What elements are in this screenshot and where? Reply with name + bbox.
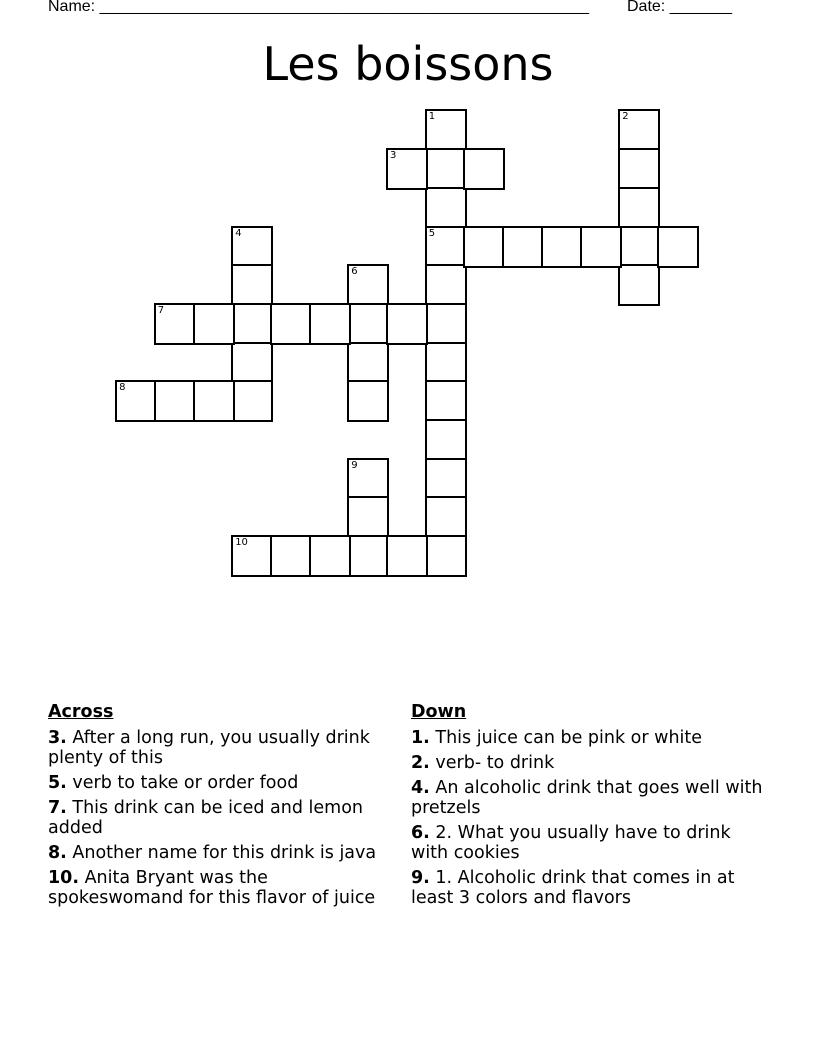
- crossword-cell[interactable]: [347, 496, 389, 538]
- across-heading: Across: [48, 702, 114, 722]
- crossword-cell[interactable]: [618, 148, 660, 190]
- clue-number-label: 7: [157, 304, 165, 316]
- crossword-cell[interactable]: [347, 535, 389, 577]
- clue-number: 10.: [48, 868, 80, 888]
- clue-text: This drink can be iced and lemon added: [48, 798, 363, 838]
- clue-text: verb to take or order food: [66, 773, 299, 793]
- crossword-cell[interactable]: [386, 303, 428, 345]
- down-clue: [411, 823, 771, 863]
- crossword-cell[interactable]: [618, 264, 660, 306]
- page-title: Les boissons: [262, 37, 554, 91]
- down-clue: [411, 728, 771, 748]
- crossword-cell[interactable]: [463, 148, 505, 190]
- clue-number: 3.: [48, 728, 67, 748]
- crossword-cell[interactable]: [618, 226, 660, 268]
- down-clues: [411, 702, 771, 913]
- crossword-cell[interactable]: [347, 380, 389, 422]
- crossword-cell[interactable]: [618, 109, 660, 151]
- across-clue: [48, 728, 408, 768]
- clue-number: 7.: [48, 798, 67, 818]
- crossword-cell[interactable]: [115, 380, 157, 422]
- crossword-cell[interactable]: [231, 264, 273, 306]
- crossword-cell[interactable]: [580, 226, 622, 268]
- clue-number-label: 5: [428, 227, 436, 239]
- clue-number-label: 6: [351, 266, 358, 278]
- crossword-cell[interactable]: [386, 148, 428, 190]
- crossword-cell[interactable]: [309, 303, 351, 345]
- crossword-cell[interactable]: [425, 109, 467, 151]
- clue-text: 1. Alcoholic drink that comes in at least 3 colors and flavors: [411, 868, 735, 908]
- crossword-cell[interactable]: [386, 535, 428, 577]
- clue-text: verb- to drink: [429, 753, 555, 773]
- crossword-cell[interactable]: [618, 187, 660, 229]
- across-clue: [48, 773, 408, 793]
- clue-text: An alcoholic drink that goes well with pretzels: [411, 778, 763, 818]
- crossword-cell[interactable]: [425, 226, 467, 268]
- down-heading: Down: [411, 702, 467, 722]
- crossword-cell[interactable]: [347, 458, 389, 500]
- crossword-cell[interactable]: [425, 458, 467, 500]
- crossword-cell[interactable]: [425, 419, 467, 461]
- crossword-cell[interactable]: [425, 380, 467, 422]
- clue-number: 2.: [411, 753, 430, 773]
- crossword-cell[interactable]: [425, 264, 467, 306]
- crossword-cell[interactable]: [425, 535, 467, 577]
- across-clues: [48, 702, 408, 913]
- crossword-cell[interactable]: [270, 535, 312, 577]
- clue-number: 8.: [48, 843, 67, 863]
- clue-number-label: 10: [235, 537, 248, 549]
- clue-number: 9.: [411, 868, 430, 888]
- crossword-cell[interactable]: [231, 226, 273, 268]
- crossword-cell[interactable]: [463, 226, 505, 268]
- crossword-cell[interactable]: [193, 303, 235, 345]
- clue-number: 5.: [48, 773, 67, 793]
- down-clue: [411, 868, 771, 908]
- clue-number-label: 9: [351, 459, 358, 471]
- crossword-cell[interactable]: [154, 380, 196, 422]
- crossword-cell[interactable]: [425, 187, 467, 229]
- clue-number: 1.: [411, 728, 430, 748]
- down-clue: [411, 778, 771, 818]
- crossword-cell[interactable]: [231, 303, 273, 345]
- crossword-cell[interactable]: [154, 303, 196, 345]
- crossword-cell[interactable]: [231, 380, 273, 422]
- crossword-cell[interactable]: [309, 535, 351, 577]
- clue-text: Anita Bryant was the spokeswomand for this flavor of juice: [48, 868, 376, 908]
- across-clue: [48, 843, 408, 863]
- clue-text: This juice can be pink or white: [429, 728, 703, 748]
- clue-text: Another name for this drink is java: [66, 843, 377, 863]
- clue-number-label: 2: [622, 111, 629, 123]
- across-clue: [48, 798, 408, 838]
- clue-number: 6.: [411, 823, 430, 843]
- across-clue: [48, 868, 408, 908]
- clue-number-label: 3: [390, 150, 397, 162]
- crossword-cell[interactable]: [425, 496, 467, 538]
- clue-number-label: 8: [119, 382, 126, 394]
- crossword-cell[interactable]: [347, 342, 389, 384]
- crossword-cell[interactable]: [347, 303, 389, 345]
- clue-number-label: 4: [235, 227, 242, 239]
- name-field: Name: _______________________________________________________: [48, 0, 589, 15]
- crossword-cell[interactable]: [425, 303, 467, 345]
- crossword-cell[interactable]: [270, 303, 312, 345]
- crossword-cell[interactable]: [231, 342, 273, 384]
- crossword-cell[interactable]: [231, 535, 273, 577]
- clue-number-label: 1: [428, 111, 436, 123]
- crossword-cell[interactable]: [193, 380, 235, 422]
- crossword-cell[interactable]: [347, 264, 389, 306]
- crossword-cell[interactable]: [425, 342, 467, 384]
- clue-text: After a long run, you usually drink plenty of this: [48, 728, 370, 768]
- clue-number: 4.: [411, 778, 430, 798]
- clue-text: 2. What you usually have to drink with cookies: [411, 823, 731, 863]
- crossword-cell[interactable]: [502, 226, 544, 268]
- date-field: Date: _______: [627, 0, 732, 15]
- crossword-cell[interactable]: [541, 226, 583, 268]
- crossword-cell[interactable]: [425, 148, 467, 190]
- down-clue: [411, 753, 771, 773]
- crossword-cell[interactable]: [657, 226, 699, 268]
